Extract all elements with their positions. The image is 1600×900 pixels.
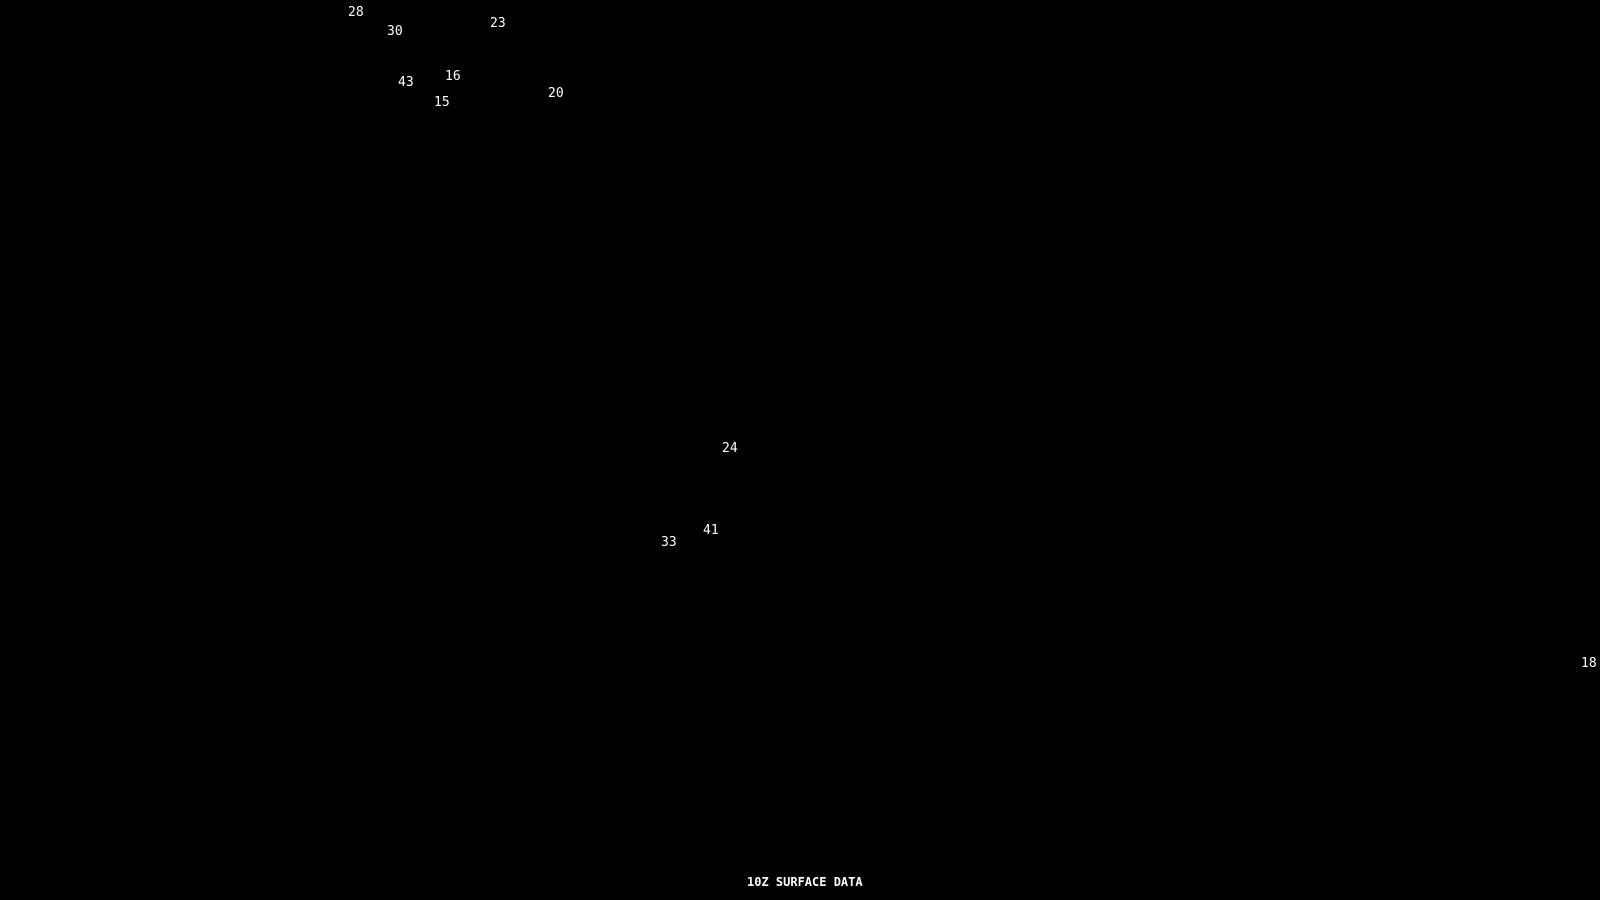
station-value: 16 [445,69,461,84]
station-value: 23 [490,16,506,31]
station-value: 24 [722,441,738,456]
station-value: 18 [1581,656,1597,671]
station-value: 15 [434,95,450,110]
station-value: 30 [387,24,403,39]
station-value: 43 [398,75,414,90]
plot-title: 10Z SURFACE DATA [747,875,863,889]
station-value: 33 [661,535,677,550]
station-value: 41 [703,523,719,538]
station-value: 28 [348,5,364,20]
station-value: 20 [548,86,564,101]
